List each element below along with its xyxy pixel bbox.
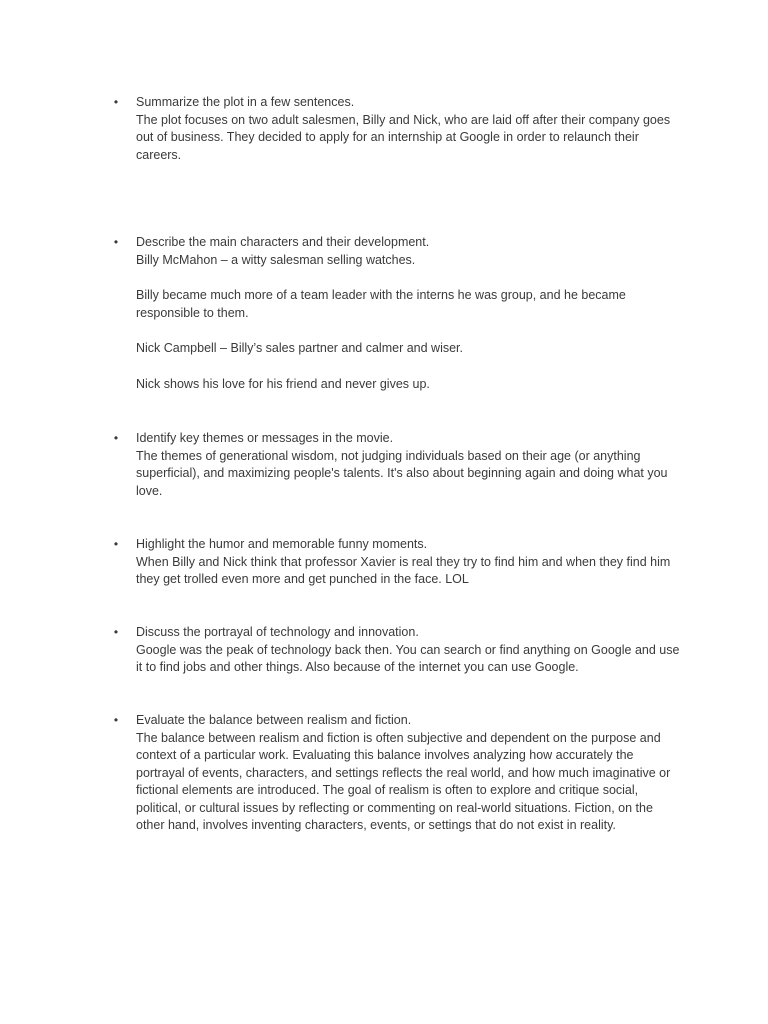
prompt-text: Highlight the humor and memorable funny moments. <box>136 537 428 551</box>
answer-text: Billy McMahon – a witty salesman selling watches. <box>136 252 416 267</box>
bullet-icon: • <box>113 537 119 551</box>
answer-text: Nick shows his love for his friend and never gives up. <box>136 376 430 391</box>
question-key-themes <box>113 430 681 500</box>
prompt-text: Summarize the plot in a few sentences. <box>136 95 355 109</box>
bullet-icon: • <box>113 235 119 249</box>
bullet-icon: • <box>113 713 119 727</box>
question-humor <box>113 536 681 589</box>
question-realism-fiction <box>113 712 681 835</box>
answer-text: Nick Campbell – Billy’s sales partner and calmer and wiser. <box>136 341 463 355</box>
bullet-icon: • <box>113 431 119 445</box>
prompt-row <box>113 712 681 730</box>
question-plot-summary <box>113 94 681 164</box>
prompt-text: Describe the main characters and their development. <box>136 235 430 249</box>
bullet-icon: • <box>113 95 119 109</box>
bullet-icon: • <box>113 625 119 639</box>
prompt-row <box>113 234 681 252</box>
answer-text: When Billy and Nick think that professor Xavier is real they try to find him and when they find him they get trolled even more and get punched in the face. LOL <box>136 554 671 586</box>
question-technology <box>113 624 681 677</box>
prompt-row <box>113 430 681 448</box>
prompt-text: Evaluate the balance between realism and fiction. <box>136 713 412 727</box>
prompt-row <box>113 624 681 642</box>
prompt-row <box>113 536 681 554</box>
answer-text: Google was the peak of technology back then. You can search or find anything on Google and use it to find jobs and other things. Also because of the internet you can use Google. <box>136 642 680 674</box>
answer-text: Billy became much more of a team leader with the interns he was group, and he became responsible to them. <box>136 288 626 320</box>
prompt-text: Discuss the portrayal of technology and innovation. <box>136 625 419 639</box>
question-main-characters <box>113 234 681 393</box>
answer-text: The themes of generational wisdom, not judging individuals based on their age (or anything superficial), and maximizing people's talents. It's also about beginning again and doing what you love. <box>136 448 668 498</box>
answer-text: The plot focuses on two adult salesmen, Billy and Nick, who are laid off after their company goes out of business. They decided to apply for an internship at Google in order to relaunch their careers. <box>136 112 671 162</box>
answer-text: The balance between realism and fiction is often subjective and dependent on the purpose and context of a particular work. Evaluating this balance involves analyzing how accurately the portrayal of events, characters, and settings reflects the real world, and how much imaginative or fictional elements are introduced. The goal of realism is often to explore and critique social, political, or cultural issues by reflecting or commenting on real-world situations. Fiction, on the other hand, involves inventing characters, events, or settings that do not exist in reality. <box>136 730 671 832</box>
prompt-text: Identify key themes or messages in the movie. <box>136 431 394 445</box>
prompt-row <box>113 94 681 112</box>
